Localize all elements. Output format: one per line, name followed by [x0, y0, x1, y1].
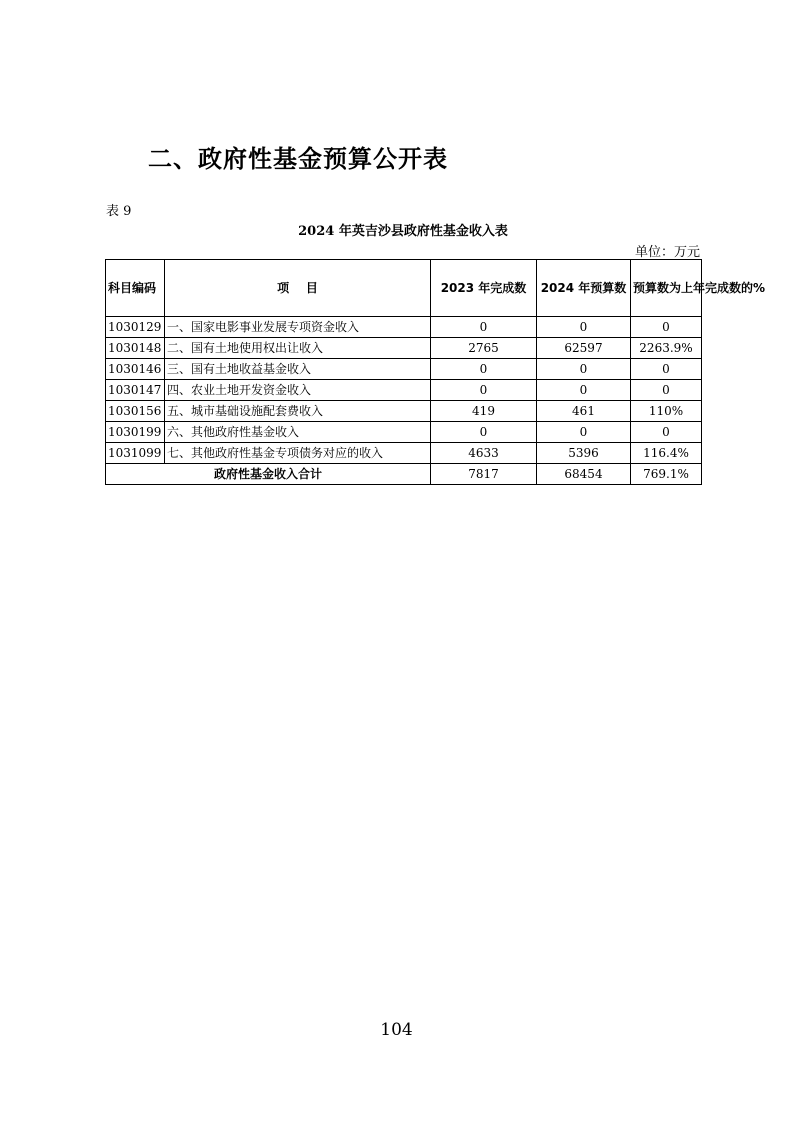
row-item: 二、国有土地使用权出让收入 — [165, 338, 431, 359]
header-budget-2024: 2024 年预算数 — [537, 260, 631, 317]
table-row — [106, 401, 702, 422]
row-ratio: 0 — [631, 317, 702, 338]
row-code: 1030199 — [106, 422, 165, 443]
row-completed-2023: 0 — [431, 359, 537, 380]
row-budget-2024: 62597 — [537, 338, 631, 359]
table-row — [106, 317, 702, 338]
row-code: 1030146 — [106, 359, 165, 380]
row-budget-2024: 0 — [537, 422, 631, 443]
row-ratio: 110% — [631, 401, 702, 422]
row-ratio: 0 — [631, 359, 702, 380]
total-completed-2023: 7817 — [431, 464, 537, 485]
row-completed-2023: 4633 — [431, 443, 537, 464]
total-budget-2024: 68454 — [537, 464, 631, 485]
row-completed-2023: 0 — [431, 380, 537, 401]
table-row — [106, 359, 702, 380]
row-budget-2024: 461 — [537, 401, 631, 422]
row-code: 1030129 — [106, 317, 165, 338]
table-row — [106, 380, 702, 401]
total-label: 政府性基金收入合计 — [106, 464, 431, 485]
table-number: 表 9 — [106, 204, 132, 219]
row-item: 四、农业土地开发资金收入 — [165, 380, 431, 401]
table-row — [106, 422, 702, 443]
header-completed-2023: 2023 年完成数 — [431, 260, 537, 317]
row-budget-2024: 0 — [537, 317, 631, 338]
row-code: 1030147 — [106, 380, 165, 401]
header-item: 项 目 — [165, 260, 431, 317]
row-completed-2023: 419 — [431, 401, 537, 422]
page-number: 104 — [380, 1020, 413, 1040]
row-budget-2024: 0 — [537, 359, 631, 380]
row-completed-2023: 0 — [431, 422, 537, 443]
row-ratio: 2263.9% — [631, 338, 702, 359]
table-title: 2024 年英吉沙县政府性基金收入表 — [298, 224, 508, 239]
row-code: 1030156 — [106, 401, 165, 422]
section-heading: 二、政府性基金预算公开表 — [148, 145, 448, 173]
row-item: 三、国有土地收益基金收入 — [165, 359, 431, 380]
row-completed-2023: 2765 — [431, 338, 537, 359]
row-item: 一、国家电影事业发展专项资金收入 — [165, 317, 431, 338]
row-item: 七、其他政府性基金专项债务对应的收入 — [165, 443, 431, 464]
row-ratio: 0 — [631, 422, 702, 443]
header-code: 科目编码 — [106, 260, 165, 317]
row-item: 六、其他政府性基金收入 — [165, 422, 431, 443]
row-ratio: 116.4% — [631, 443, 702, 464]
total-row — [106, 464, 702, 485]
header-ratio: 预算数为上年完成数的% — [631, 260, 702, 317]
unit-label: 单位：万元 — [634, 245, 700, 260]
table-row — [106, 338, 702, 359]
row-item: 五、城市基础设施配套费收入 — [165, 401, 431, 422]
row-completed-2023: 0 — [431, 317, 537, 338]
table-header-row — [106, 260, 702, 317]
total-ratio: 769.1% — [631, 464, 702, 485]
row-budget-2024: 0 — [537, 380, 631, 401]
row-code: 1031099 — [106, 443, 165, 464]
fund-revenue-table — [105, 259, 766, 485]
row-budget-2024: 5396 — [537, 443, 631, 464]
row-code: 1030148 — [106, 338, 165, 359]
row-ratio: 0 — [631, 380, 702, 401]
table-row — [106, 443, 702, 464]
